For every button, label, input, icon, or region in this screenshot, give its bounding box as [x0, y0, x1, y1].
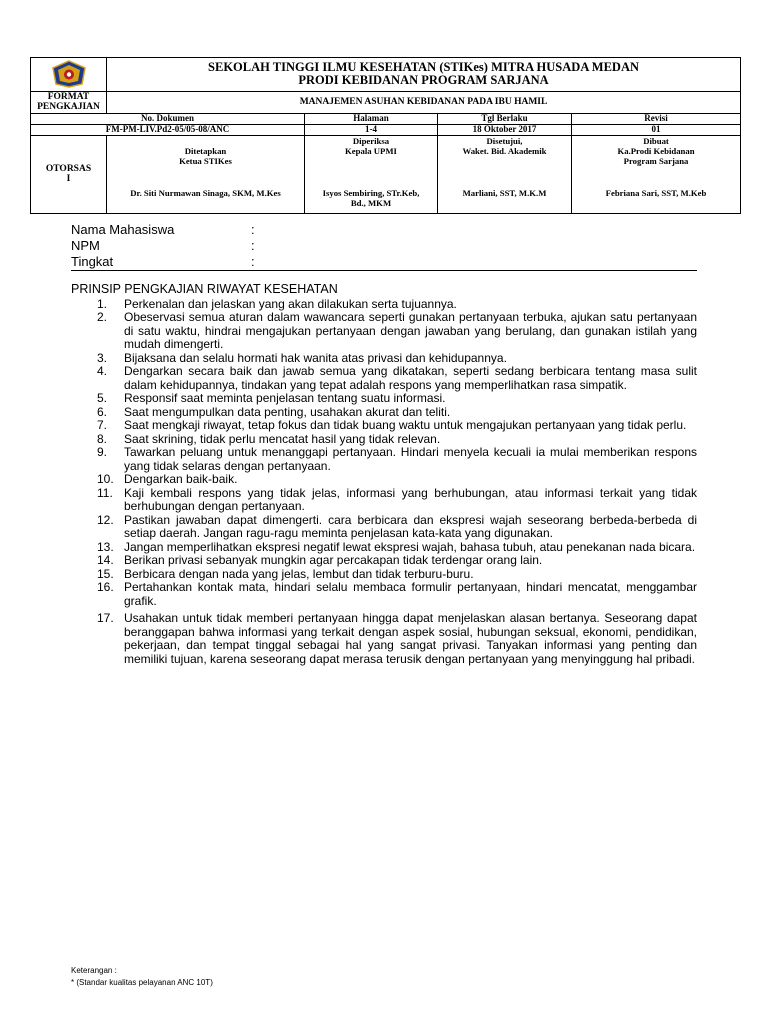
- footer-label: Keterangan :: [71, 966, 117, 975]
- item-number: 15.: [97, 566, 114, 581]
- field-colon: :: [251, 238, 255, 253]
- item-number: 12.: [97, 512, 114, 527]
- col-revisi: Revisi: [572, 114, 741, 125]
- item-text: Dengarkan secara baik dan jawab semua yang dikatakan, seperti sedang berbicara tentang masa sulit dalam kehidupannya, tindakan yang tepat adalah respons yang memperlihatkan rasa simpatik.: [124, 364, 697, 392]
- field-colon: :: [251, 222, 255, 237]
- field-label: Nama Mahasiswa: [71, 222, 175, 237]
- value-tgl-berlaku: 18 Oktober 2017: [438, 125, 572, 136]
- signatory-ketua: [107, 136, 305, 214]
- institution-name: [107, 58, 741, 92]
- item-number: 7.: [97, 418, 108, 432]
- document-info-headers: [31, 114, 741, 125]
- otorisasi-line-2: I: [66, 173, 71, 184]
- item-text: Jangan memperlihatkan ekspresi negatif lewat ekspresi wajah, bahasa tubuh, atau penekanan nada bicara.: [124, 539, 696, 554]
- signatory-name: Marliani, SST, M.K.M: [462, 188, 547, 198]
- signatory-program: Program Sarjana: [623, 156, 689, 166]
- otorisasi-line-1: OTORSAS: [45, 163, 92, 174]
- otorisasi-label: [31, 136, 107, 214]
- principles-list: [71, 298, 697, 667]
- item-number: 4.: [97, 364, 108, 378]
- signatory-role: Dibuat: [643, 136, 669, 146]
- format-line-2: PENGKAJIAN: [37, 102, 100, 112]
- list-item: [71, 311, 697, 352]
- list-item: [71, 487, 697, 514]
- item-number: 2.: [97, 310, 108, 324]
- item-number: 10.: [97, 472, 114, 486]
- item-number: 14.: [97, 553, 114, 567]
- col-halaman: Halaman: [305, 114, 438, 125]
- list-item: [71, 612, 697, 666]
- list-item: [71, 392, 697, 406]
- item-text: Obeservasi semua aturan dalam wawancara seperti gunakan pertanyaan terbuka, ajukan satu pertanyaan di satu waktu, hindrai mengajukan pertanyaan dengan jawaban yang berulang, dan gunakan istilah yang mudah dimengerti.: [124, 310, 697, 351]
- item-number: 11.: [97, 485, 113, 500]
- item-text: Pertahankan kontak mata, hindari selalu membaca formulir pertanyaan, hindari mencatat, menggambar grafik.: [124, 580, 697, 608]
- signatory-role: Disetujui,: [486, 136, 523, 146]
- item-text: Tawarkan peluang untuk menanggapi pertanyaan. Hindari menyela kecuali ia mulai memberikan respons yang tidak selaras dengan pertanyaan.: [124, 445, 697, 473]
- list-item: [71, 541, 697, 555]
- list-item: [71, 365, 697, 392]
- management-title: MANAJEMEN ASUHAN KEBIDANAN PADA IBU HAMIL: [107, 92, 741, 114]
- institution-line-2: PRODI KEBIDANAN PROGRAM SARJANA: [298, 73, 549, 87]
- field-colon: :: [251, 254, 255, 269]
- col-no-dokumen: No. Dokumen: [31, 114, 305, 125]
- item-text: Saat skrining, tidak perlu mencatat hasil yang tidak relevan.: [124, 431, 441, 446]
- col-tgl-berlaku: Tgl Berlaku: [438, 114, 572, 125]
- list-item: [71, 446, 697, 473]
- signatory-title: Waket. Bid. Akademik: [462, 146, 547, 156]
- signatory-role: Ditetapkan: [184, 146, 227, 156]
- signatory-waket: [438, 136, 572, 214]
- student-fields: [71, 222, 711, 270]
- signatory-role: Diperiksa: [352, 136, 390, 146]
- list-item: [71, 406, 697, 420]
- institution-line-1: SEKOLAH TINGGI ILMU KESEHATAN (STIKes) MITRA HUSADA MEDAN: [208, 60, 639, 74]
- signatory-name: Isyos Sembiring, STr.Keb,: [322, 188, 420, 198]
- item-text: Usahakan untuk tidak memberi pertanyaan hingga dapat menjelaskan alasan bertanya. Seseorang dapat beranggapan bahwa informasi yang terkait dengan aspek sosial, hubungan seksual, ekonomi, pendidikan, pekerjaan, dan tempat tinggal sebagai hal yang sangat privasi. Tanyakan informasi yang penting dan memiliki tujuan, karena seseorang dapat merasa terusik dengan pertanyaan yang menyinggung hal pribadi.: [124, 611, 697, 666]
- signatory-title: Kepala UPMI: [345, 146, 397, 156]
- item-number: 5.: [97, 391, 108, 405]
- list-item: [71, 419, 697, 433]
- value-halaman: 1-4: [305, 125, 438, 136]
- item-number: 13.: [97, 539, 114, 554]
- signatory-title: Ka.Prodi Kebidanan: [617, 146, 695, 156]
- list-item: [71, 433, 697, 447]
- signatory-credential: Bd., MKM: [350, 198, 392, 208]
- item-text: Saat mengumpulkan data penting, usahakan akurat dan teliti.: [124, 404, 451, 419]
- item-number: 16.: [97, 580, 114, 594]
- list-item: [71, 473, 697, 487]
- signatory-title: Ketua STIKes: [179, 156, 232, 166]
- signatory-kepala-upmi: [305, 136, 438, 214]
- list-item: [71, 514, 697, 541]
- principles-section: [71, 283, 697, 666]
- document-info-values: [31, 125, 741, 136]
- item-number: 9.: [97, 445, 108, 459]
- field-tingkat: [71, 254, 711, 270]
- item-text: Dengarkan baik-baik.: [124, 472, 238, 486]
- signatory-name: Dr. Siti Nurmawan Sinaga, SKM, M.Kes: [130, 188, 281, 198]
- format-label: [31, 92, 107, 114]
- footer-note: [71, 965, 213, 989]
- item-text: Pastikan jawaban dapat dimengerti. cara berbicara dan ekspresi wajah seseorang berbeda-berbeda di setiap daerah. Jangan ragu-ragu meminta penjelasan kata-kata yang digunakan.: [124, 512, 697, 540]
- field-nama-mahasiswa: [71, 222, 711, 238]
- section-title: PRINSIP PENGKAJIAN RIWAYAT KESEHATAN: [71, 282, 338, 296]
- field-label: NPM: [71, 238, 100, 253]
- logo-cell: [31, 58, 107, 92]
- item-text: Perkenalan dan jelaskan yang akan dilakukan serta tujuannya.: [124, 296, 457, 311]
- list-item: [71, 352, 697, 366]
- item-number: 3.: [97, 350, 108, 365]
- item-text: Berikan privasi sebanyak mungkin agar percakapan tidak terdengar orang lain.: [124, 553, 543, 567]
- item-number: 8.: [97, 431, 108, 446]
- list-item: [71, 554, 697, 568]
- list-item: [71, 298, 697, 312]
- item-text: Berbicara dengan nada yang jelas, lembut dan tidak terburu-buru.: [124, 566, 474, 581]
- list-item: [71, 581, 697, 608]
- item-text: Saat mengkaji riwayat, tetap fokus dan tidak buang waktu untuk mengajukan pertanyaan yang tidak perlu.: [124, 418, 687, 432]
- document-header-table: [30, 57, 741, 214]
- list-item: [71, 568, 697, 582]
- institution-logo: [51, 60, 87, 88]
- field-label: Tingkat: [71, 254, 114, 269]
- item-text: Responsif saat meminta penjelasan tentang suatu informasi.: [124, 391, 446, 405]
- format-line-1: FORMAT: [47, 92, 90, 102]
- item-text: Bijaksana dan selalu hormati hak wanita atas privasi dan kehidupannya.: [124, 350, 507, 365]
- item-number: 6.: [97, 404, 108, 419]
- signatory-kaprodi: [572, 136, 741, 214]
- item-number: 17.: [97, 611, 114, 625]
- value-no-dokumen: FM-PM-LIV.Pd2-05/05-08/ANC: [31, 125, 305, 136]
- authorization-row: [31, 136, 741, 214]
- footer-text: * (Standar kualitas pelayanan ANC 10T): [71, 978, 213, 987]
- item-text: Kaji kembali respons yang tidak jelas, informasi yang berhubungan, atau informasi terkait yang tidak berhubungan dengan pertanyaan.: [124, 485, 697, 513]
- item-number: 1.: [97, 296, 108, 311]
- value-revisi: 01: [572, 125, 741, 136]
- divider-line: [71, 270, 697, 271]
- signatory-name: Febriana Sari, SST, M.Keb: [605, 188, 707, 198]
- field-npm: [71, 238, 711, 254]
